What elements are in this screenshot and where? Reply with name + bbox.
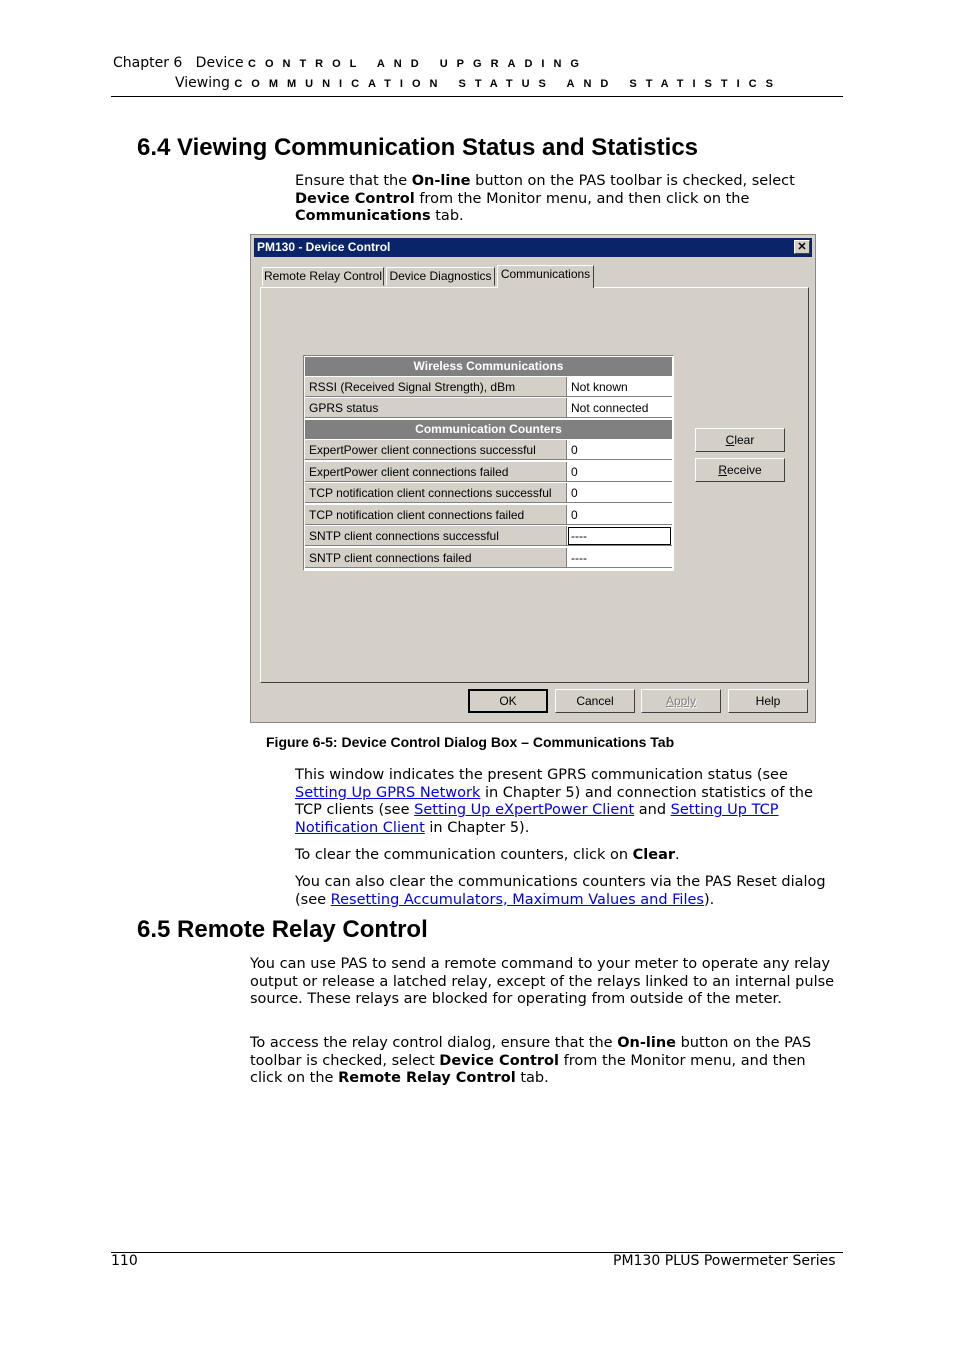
- dialog-title: PM130 - Device Control: [257, 240, 391, 254]
- text-run: from the Monitor menu, and then click on the: [250, 1052, 806, 1087]
- row-value: 0: [567, 462, 672, 482]
- text-run: .: [675, 847, 680, 863]
- row-value: ----: [567, 548, 672, 568]
- row-label: RSSI (Received Signal Strength), dBm: [305, 377, 567, 397]
- text-run: To clear the communication counters, click on: [295, 847, 633, 863]
- group-header-counters: Communication Counters: [305, 420, 672, 439]
- bold-remote-relay-control: Remote Relay Control: [338, 1070, 516, 1087]
- relay-access-paragraph: [250, 1035, 840, 1088]
- reset-paragraph: [295, 874, 835, 909]
- row-value: Not known: [567, 377, 672, 397]
- text-run: from the Monitor menu, and then click on the: [414, 190, 750, 207]
- tab-remote-relay-control[interactable]: Remote Relay Control: [262, 267, 384, 286]
- header-section-caps: COMMUNICATION STATUS AND STATISTICS: [234, 78, 782, 90]
- header-chapter: Chapter 6 Device: [113, 55, 244, 71]
- receive-mnemonic: R: [718, 463, 727, 477]
- receive-button[interactable]: [695, 458, 785, 482]
- row-label: ExpertPower client connections failed: [305, 462, 567, 482]
- text-run: and: [634, 802, 671, 819]
- text-run: This window indicates the present GPRS communication status (see: [295, 767, 788, 783]
- row-label: SNTP client connections successful: [305, 526, 567, 546]
- clear-label: lear: [734, 433, 755, 447]
- link-setting-up-gprs[interactable]: Setting Up GPRS Network: [295, 784, 481, 801]
- text-run: tab.: [430, 208, 464, 225]
- header-chapter-caps: CONTROL AND UPGRADING: [248, 58, 588, 70]
- link-setting-up-tcp-notification[interactable]: Setting Up TCP Notification Client: [295, 802, 779, 836]
- bold-online: On-line: [411, 173, 471, 189]
- text-run: ).: [703, 891, 715, 908]
- row-value: Not connected: [567, 398, 672, 418]
- communications-grid: [303, 355, 674, 571]
- receive-label: eceive: [726, 463, 762, 477]
- clear-mnemonic: C: [725, 433, 735, 447]
- row-value[interactable]: ----: [567, 526, 672, 546]
- header-rule: [111, 96, 843, 97]
- text-run: button on the PAS toolbar is checked, select: [250, 1035, 812, 1069]
- cancel-button[interactable]: Cancel: [555, 689, 635, 713]
- text-run: Ensure that the: [295, 173, 412, 189]
- running-header-line1: [113, 55, 588, 71]
- row-label: SNTP client connections failed: [305, 548, 567, 568]
- text-run: You can also clear the communications counters via the PAS Reset dialog (see: [295, 874, 826, 908]
- page-number: 110: [111, 1253, 138, 1269]
- group-header-wireless: Wireless Communications: [305, 357, 672, 376]
- row-value: 0: [567, 440, 672, 460]
- figure-caption: Figure 6-5: Device Control Dialog Box – Communications Tab: [266, 734, 675, 750]
- tab-communications[interactable]: Communications: [497, 265, 594, 288]
- row-label: GPRS status: [305, 398, 567, 418]
- section-heading-6-5: 6.5 Remote Relay Control: [137, 916, 428, 943]
- row-value: 0: [567, 505, 672, 525]
- row-label: TCP notification client connections failed: [305, 505, 567, 525]
- link-setting-up-expertpower[interactable]: Setting Up eXpertPower Client: [414, 802, 635, 819]
- section-heading-6-4: 6.4 Viewing Communication Status and Statistics: [137, 134, 699, 161]
- text-run: in Chapter 5).: [424, 819, 530, 836]
- intro-paragraph: [295, 173, 835, 226]
- apply-label: Apply: [665, 694, 697, 708]
- running-header-line2: [175, 75, 782, 91]
- bold-online: On-line: [617, 1035, 676, 1051]
- bold-clear: Clear: [632, 847, 676, 863]
- clear-paragraph: [295, 847, 835, 865]
- bold-device-control: Device Control: [439, 1052, 559, 1069]
- status-paragraph: [295, 767, 835, 837]
- apply-button[interactable]: [641, 689, 721, 713]
- help-button[interactable]: Help: [728, 689, 808, 713]
- row-value: 0: [567, 483, 672, 503]
- clear-button[interactable]: [695, 428, 785, 452]
- header-section: Viewing: [175, 75, 230, 91]
- text-run: To access the relay control dialog, ensure that the: [250, 1035, 618, 1051]
- text-run: tab.: [515, 1070, 549, 1087]
- bold-communications: Communications: [295, 208, 431, 225]
- ok-button[interactable]: OK: [468, 689, 548, 713]
- dialog-titlebar: [254, 238, 812, 257]
- text-run: in Chapter 5) and connection statistics of the TCP clients (see: [295, 784, 813, 819]
- product-name: PM130 PLUS Powermeter Series: [613, 1253, 836, 1269]
- tab-device-diagnostics[interactable]: Device Diagnostics: [386, 267, 495, 286]
- relay-intro-paragraph: You can use PAS to send a remote command to your meter to operate any relay output or release a latched relay, except of the relays linked to an internal pulse source. These relays are blocked for operating from outside of the meter.: [250, 956, 835, 1008]
- device-control-dialog: [250, 234, 816, 723]
- close-icon[interactable]: ✕: [794, 240, 810, 254]
- bold-device-control: Device Control: [295, 190, 415, 207]
- text-run: button on the PAS toolbar is checked, select: [470, 173, 795, 189]
- row-label: ExpertPower client connections successful: [305, 440, 567, 460]
- link-resetting-accumulators[interactable]: Resetting Accumulators, Maximum Values and Files: [330, 891, 704, 908]
- row-label: TCP notification client connections successful: [305, 483, 567, 503]
